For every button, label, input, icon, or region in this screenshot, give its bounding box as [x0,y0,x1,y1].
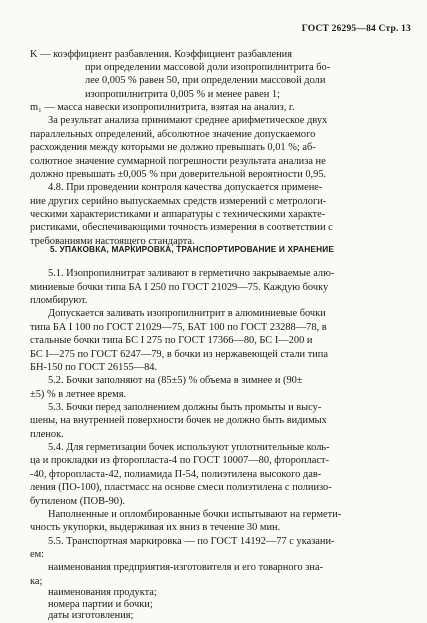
text-line: пленок. [30,429,64,440]
text-line: 5.1. Изопропилнитрат заливают в герметично закрываемые алю- [48,268,335,279]
text-line: солютное значение суммарной погрешности результата анализа не [30,156,326,167]
text-line: ческими характеристиками и аппаратуры с техническими характе- [30,209,326,220]
text-line: ±5) % в летнее время. [30,389,127,400]
text-line: при определении массовой доли изопропилнитрита бо- [85,62,331,73]
text-line: m₁ — масса навески изопропилнитрита, взятая на анализ, г. [30,102,295,113]
page-header: ГОСТ 26295—84 Стр. 13 [301,24,411,34]
text-line: миниевые бочки типа БА I 250 по ГОСТ 21029—75. Каждую бочку [30,282,329,293]
text-line: ления (ПО-100), пластмасс на основе смеси полиэтилена с полиизо- [30,482,332,493]
text-line: ристиками, обеспечивающими точность измерения в соответствии с [30,222,333,233]
text-line: должно превышать ±0,005 % при доверительной вероятности 0,95. [30,169,327,180]
text-line: номера партии и бочки; [48,599,153,610]
text-line: шены, на внутренней поверхности бочек не должно быть видимых [30,415,327,426]
text-line: 5.4. Для герметизации бочек используют уплотнительные коль- [48,442,330,453]
text-line: типа БА I 100 по ГОСТ 21029—75, БАТ 100 по ГОСТ 23288—78, в [30,322,327,333]
text-line: пломбируют. [30,295,88,306]
text-line: -40, фторопласта-42, полиамида П-54, полиэтилена высокого дав- [30,469,322,480]
text-line: ка; [30,576,43,587]
text-line: наименования предприятия-изготовителя и его товарного зна- [48,562,324,573]
text-line: требованиями настоящего стандарта. [30,236,195,247]
text-line: БС I—275 по ГОСТ 6247—79, в бочки из нержавеющей стали типа [30,349,328,360]
text-line: изопропилнитрита 0,005 % и менее равен 1; [85,89,280,100]
text-line: Наполненные и опломбированные бочки испытывают на гермети- [48,509,342,520]
text-line: параллельных определений, абсолютное значение допускаемого [30,129,316,140]
text-line: 5.3. Бочки перед заполнением должны быть промыты и высу- [48,402,322,413]
text-line: За результат анализа принимают среднее арифметическое двух [48,115,328,126]
text-line: Допускается заливать изопропилнитрит в алюминиевые бочки [48,308,326,319]
text-line: расхождения между которыми не должно превышать 0,01 %; аб- [30,142,316,153]
section-heading: 5. УПАКОВКА, МАРКИРОВКА, ТРАНСПОРТИРОВАНИЕ И ХРАНЕНИЕ [50,244,335,254]
text-line: лее 0,005 % равен 50, при определении массовой доли [85,75,326,86]
text-line: 5.2. Бочки заполняют на (85±5) % объема в зимнее и (90± [48,375,303,386]
text-line: БН-150 по ГОСТ 26155—84. [30,362,158,373]
text-line: наименования продукта; [48,587,157,598]
text-line: ем: [30,549,45,560]
text-line: ние других серийно выпускаемых средств измерений с метрологи- [30,196,327,207]
text-line: даты изготовления; [48,610,134,621]
text-line: 5.5. Транспортная маркировка — по ГОСТ 14192—77 с указани- [48,536,335,547]
text-line: K — коэффициент разбавления. Коэффициент разбавления [30,49,293,60]
text-line: ца и прокладки из фторопласта-4 по ГОСТ 10007—80, фторопласт- [30,455,329,466]
text-line: 4.8. При проведении контроля качества допускается примене- [48,182,323,193]
text-line: стальные бочки типа БС I 275 по ГОСТ 17366—80, БС I—200 и [30,335,313,346]
text-line: чность укупорки, выдерживая их вниз в течение 30 мин. [30,522,281,533]
text-line: бутиленом (ПОВ-90). [30,496,126,507]
